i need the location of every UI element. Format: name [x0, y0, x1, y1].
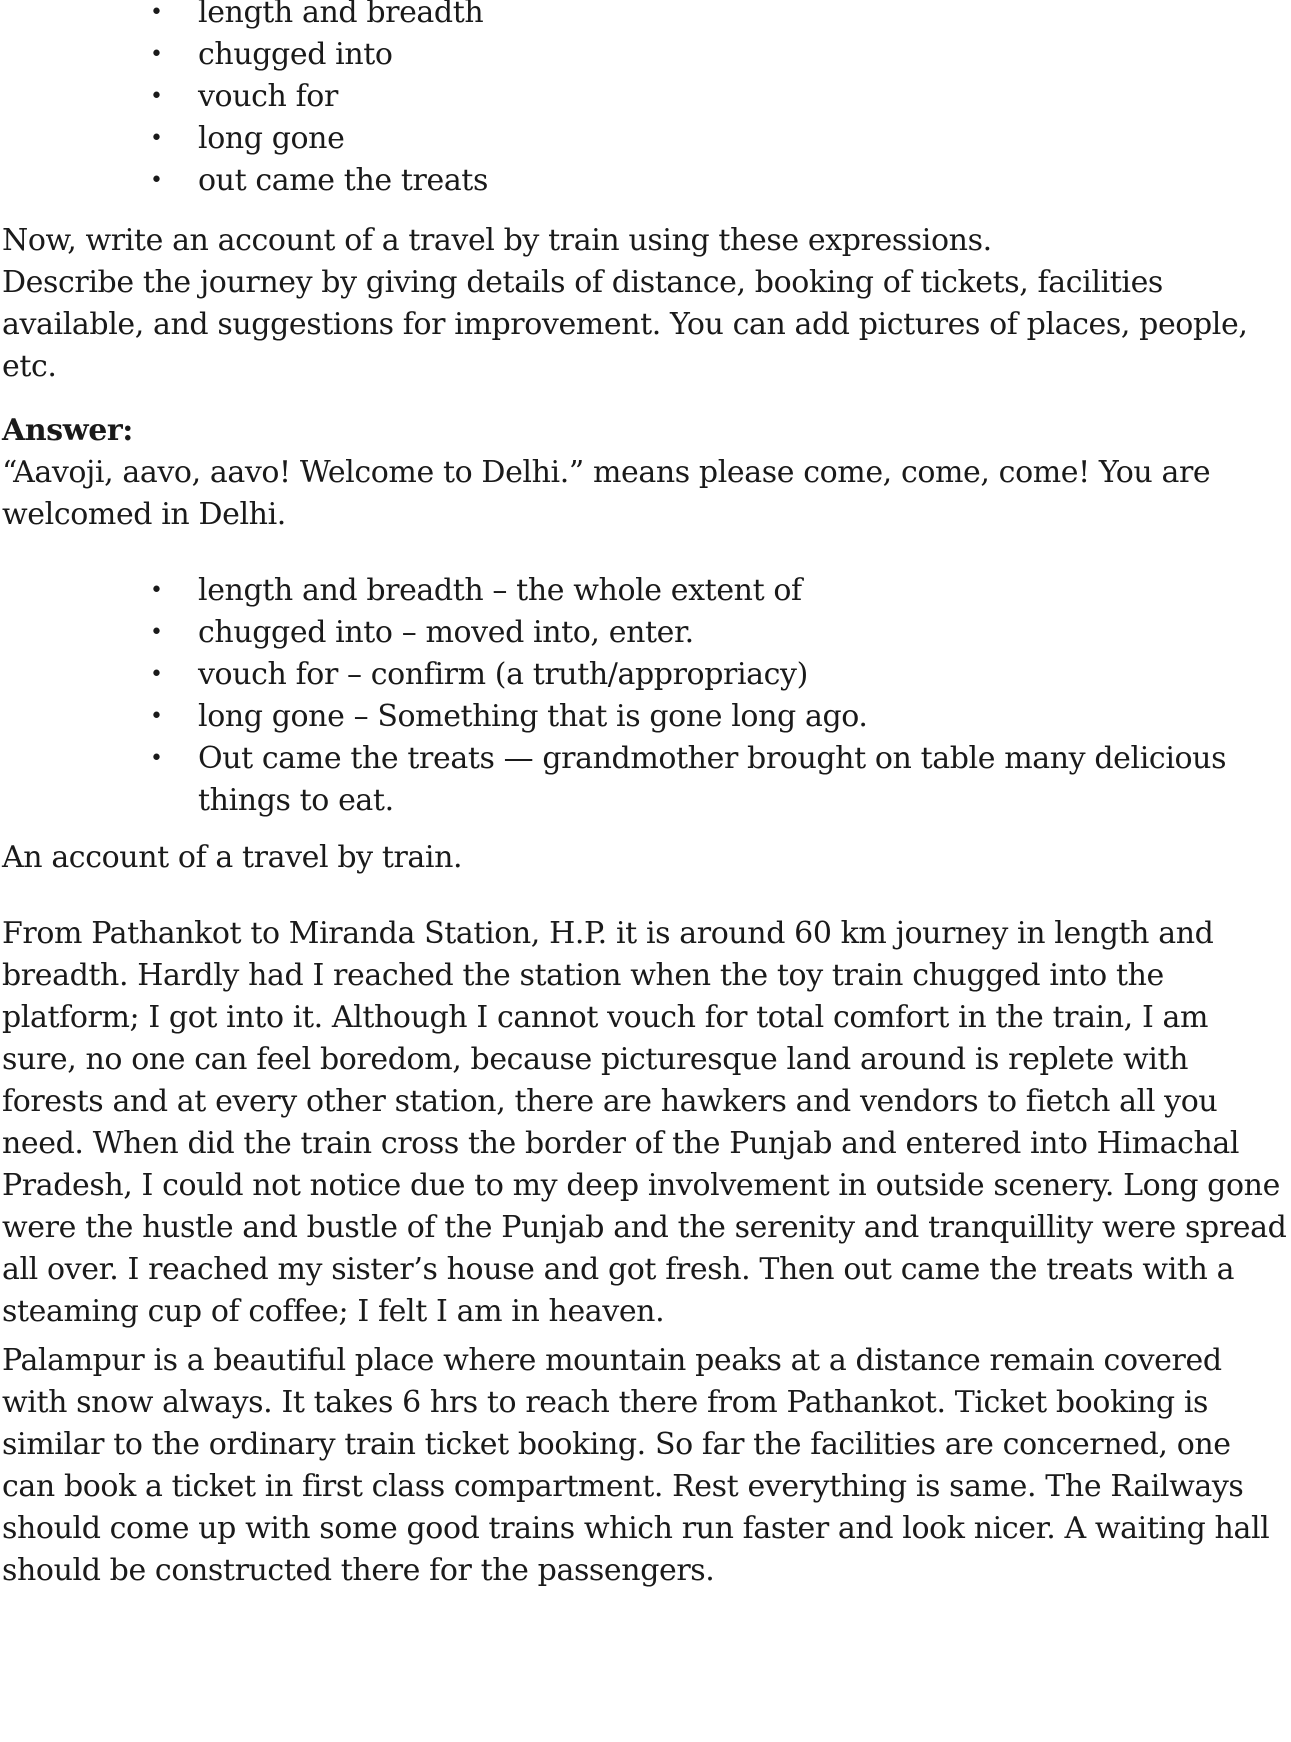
list-item: • vouch for — [0, 76, 1291, 118]
instruction-paragraph: Describe the journey by giving details of distance, booking of tickets, facilities available, and suggestions for improvement. You can add pictures of places, people, etc. — [2, 265, 1248, 384]
list-item: • chugged into – moved into, enter. — [0, 612, 1291, 654]
expressions-list — [0, 0, 1291, 202]
answer-intro: “Aavoji, aavo, aavo! Welcome to Delhi.” means please come, come, come! You are welcomed in Delhi. — [2, 455, 1211, 532]
list-item: • long gone – Something that is gone long ago. — [0, 696, 1291, 738]
account-title-text: An account of a travel by train. — [2, 840, 463, 875]
instructions — [2, 220, 1287, 388]
list-item: • out came the treats — [0, 160, 1291, 202]
answer-heading: Answer: — [2, 413, 133, 448]
paragraph: From Pathankot to Miranda Station, H.P. it is around 60 km journey in length and breadth. Hardly had I reached the station when the toy train chugged into the platform; I got into it. Although I cannot vouch for total comfort in the train, I am sure, no one can feel boredom, because picturesque land around is replete with forests and at every other station, there are hawkers and vendors to fietch all you need. When did the train cross the border of the Punjab and entered into Himachal Pradesh, I could not notice due to my deep involvement in outside scenery. Long gone were the hustle and bustle of the Punjab and the serenity and tranquillity were spread all over. I reached my sister’s house and got fresh. Then out came the treats with a steaming cup of coffee; I felt I am in heaven. — [2, 916, 1287, 1329]
account-title — [2, 837, 1287, 879]
paragraph: Palampur is a beautiful place where mountain peaks at a distance remain covered with snow always. It takes 6 hrs to reach there from Pathankot. Ticket booking is similar to the ordinary train ticket booking. So far the facilities are concerned, one can book a ticket in first class compartment. Rest everything is same. The Railways should come up with some good trains which run faster and look nicer. A waiting hall should be constructed there for the passengers. — [2, 1343, 1270, 1588]
list-item: • long gone — [0, 118, 1291, 160]
instruction-line: Now, write an account of a travel by train using these expressions. — [2, 223, 992, 258]
list-item: • length and breadth — [0, 0, 1291, 34]
list-item: • length and breadth – the whole extent of — [0, 570, 1291, 612]
list-item: • vouch for – confirm (a truth/appropriacy) — [0, 654, 1291, 696]
answer-section — [2, 410, 1287, 536]
meanings-list — [0, 570, 1291, 822]
account-paragraph-1 — [2, 913, 1287, 1333]
list-item: • Out came the treats — grandmother brought on table many delicious things to eat. — [0, 738, 1291, 822]
account-paragraph-2 — [2, 1340, 1287, 1592]
list-item: • chugged into — [0, 34, 1291, 76]
